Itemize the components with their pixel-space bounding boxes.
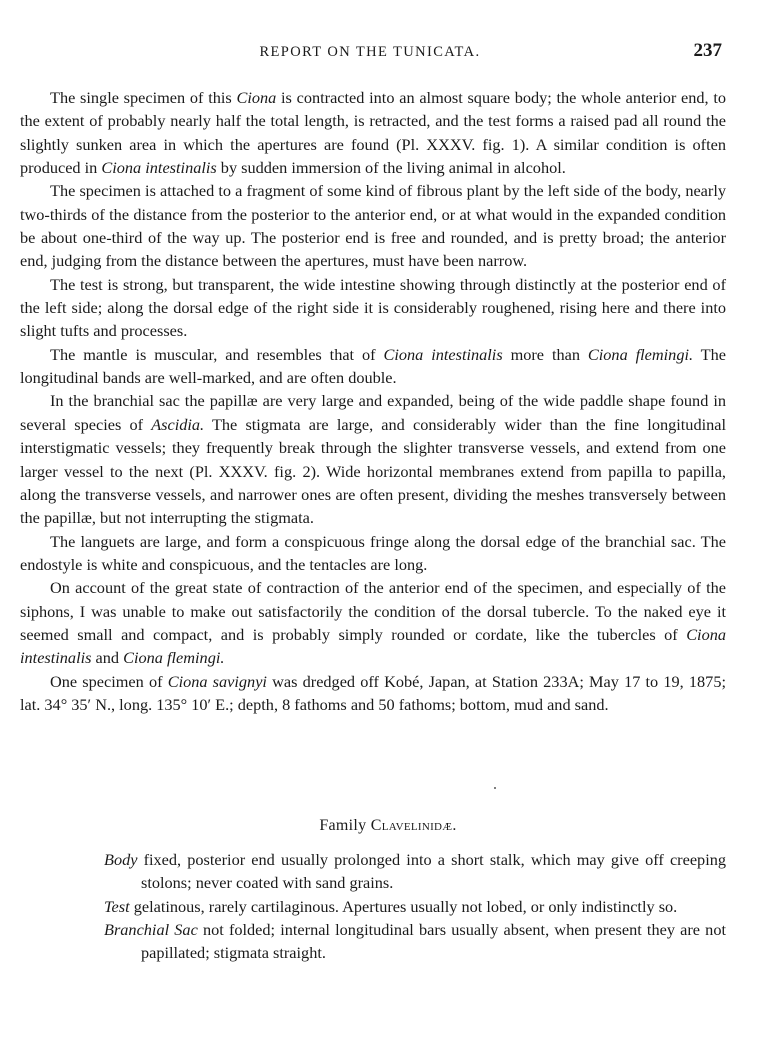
italic-text: Ciona savignyi bbox=[167, 671, 267, 691]
family-prefix: Family bbox=[319, 817, 371, 834]
italic-text: Body bbox=[104, 850, 138, 869]
body-text bbox=[20, 86, 726, 716]
paragraph bbox=[20, 670, 726, 717]
text-run: not folded; internal longitudinal bars usually absent, when present they are not papillated; stigmata straight. bbox=[141, 920, 726, 963]
text-run: fixed, posterior end usually prolonged into a short stalk, which may give off creeping stolons; never coated with sand grains. bbox=[137, 850, 726, 893]
text-run: In the branchial sac the papillæ are very large and expanded, being of the wide paddle shape found in several species of bbox=[20, 391, 726, 434]
running-title: REPORT ON THE TUNICATA. bbox=[259, 44, 481, 60]
paragraph bbox=[20, 530, 726, 577]
definition-item bbox=[104, 848, 726, 895]
paragraph bbox=[20, 343, 726, 390]
paragraph bbox=[20, 576, 726, 669]
paragraph bbox=[20, 389, 726, 529]
italic-text: Test bbox=[104, 896, 130, 916]
italic-text: Branchial Sac bbox=[104, 920, 198, 940]
text-run: more than bbox=[502, 344, 588, 364]
italic-text: Ascidia. bbox=[151, 414, 205, 434]
small-caps-text: A bbox=[567, 671, 580, 691]
family-heading bbox=[0, 817, 776, 835]
italic-text: Ciona flemingi. bbox=[123, 648, 225, 668]
italic-text: Ciona flemingi. bbox=[587, 344, 694, 364]
page-number: 237 bbox=[693, 40, 722, 61]
family-definitions bbox=[104, 848, 726, 965]
text-run: The stigmata are large, and considerably wider than the fine longitudinal interstigmatic vessels; they frequently break through the slighter transverse vessels, and extend from one larger vessel to the next (Pl. XXXV. fig. 2). Wide horizontal membranes extend from papilla to papilla, along the transverse vessels, and narrower ones are often present, dividing the meshes transversely between the papillæ, but not interrupting the stigmata. bbox=[20, 414, 726, 528]
italic-text: Ciona intestinalis bbox=[101, 158, 217, 178]
text-run: is contracted into an almost square body; the whole anterior end, to the extent of probably nearly half the total length, is retracted, and the test forms a raised pad all round the slightly sunken area in which the apertures are found (Pl. XXXV. fig. 1). A similar condition is often produced in bbox=[20, 88, 727, 178]
page-header bbox=[20, 40, 720, 66]
italic-text: Ciona intestinalis bbox=[20, 624, 726, 668]
text-run: was dredged off Kobé, Japan, at Station 233 bbox=[266, 671, 568, 691]
text-run: The languets are large, and form a conspicuous fringe along the dorsal edge of the branchial sac. The endostyle is white and conspicuous, and the tentacles are long. bbox=[20, 531, 726, 574]
text-run: The single specimen of this bbox=[50, 88, 237, 107]
definition-item bbox=[104, 895, 726, 918]
text-run: The longitudinal bands are well-marked, and are often double. bbox=[20, 344, 726, 388]
paragraph bbox=[20, 179, 726, 272]
paragraph bbox=[20, 86, 726, 179]
italic-text: Ciona bbox=[236, 88, 277, 107]
text-run: The specimen is attached to a fragment of some kind of fibrous plant by the left side of the body, nearly two-thirds of the distance from the posterior to the anterior end, or at what would in the expanded condition be about one-third of the way up. The posterior end is free and rounded, and is pretty broad; the anterior end, judging from the distance between the apertures, must have been narrow. bbox=[20, 181, 726, 271]
italic-text: Ciona intestinalis bbox=[383, 344, 503, 364]
definition-item bbox=[104, 918, 726, 965]
text-run: by sudden immersion of the living animal in alcohol. bbox=[216, 158, 566, 178]
text-run: ; May 17 to 19, 1875; lat. 34° 35′ N., long. 135° 10′ E.; depth, 8 fathoms and 50 fathoms; bottom, mud and sand. bbox=[20, 671, 726, 714]
text-run: and bbox=[91, 648, 124, 668]
family-name: Clavelinidæ. bbox=[370, 817, 457, 834]
text-run: gelatinous, rarely cartilaginous. Apertures usually not lobed, or only indistinctly so. bbox=[129, 896, 678, 916]
stray-mark bbox=[494, 787, 496, 789]
text-run: One specimen of bbox=[50, 671, 168, 691]
text-run: The mantle is muscular, and resembles that of bbox=[50, 344, 384, 364]
paragraph bbox=[20, 273, 726, 343]
text-run: On account of the great state of contraction of the anterior end of the specimen, and especially of the siphons, I was unable to make out satisfactorily the condition of the dorsal tubercle. To the naked eye it seemed small and compact, and is probably simply rounded or cordate, like the tubercles of bbox=[20, 578, 726, 644]
text-run: The test is strong, but transparent, the wide intestine showing through distinctly at the posterior end of the left side; along the dorsal edge of the right side it is considerably roughened, rising here and there into slight tufts and processes. bbox=[20, 274, 726, 341]
